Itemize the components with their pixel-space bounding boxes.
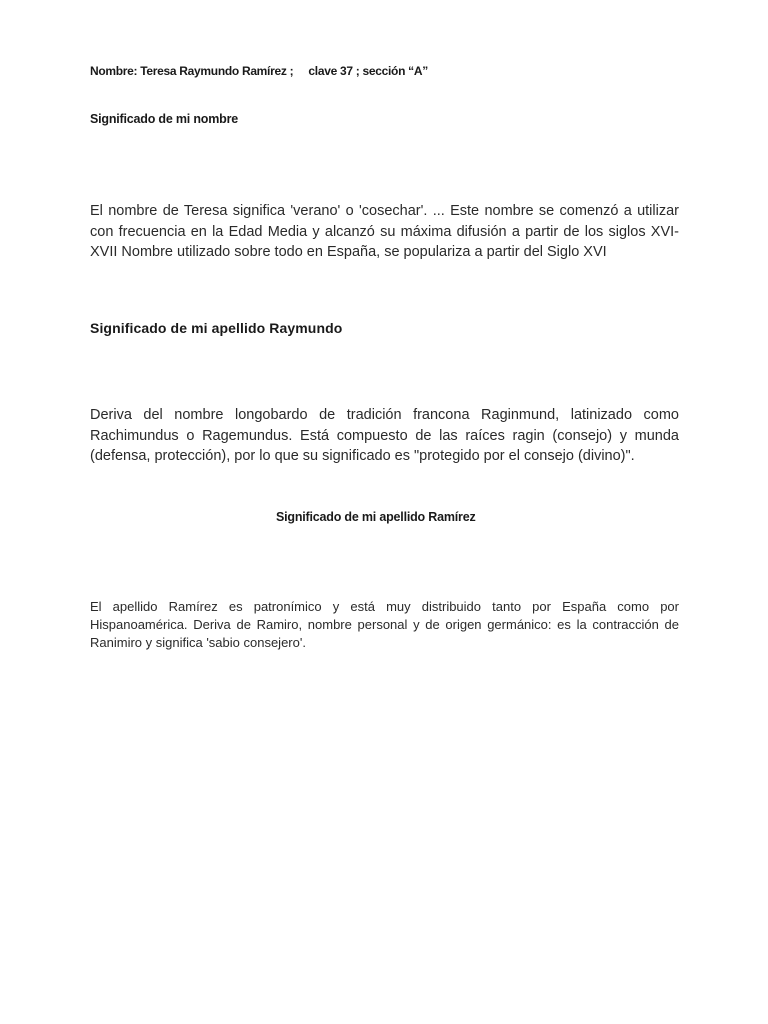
paragraph-nombre: El nombre de Teresa significa 'verano' o 'cosechar'. ... Este nombre se comenzó a utilizar con frecuencia en la Edad Media y alcanzó su máxima difusión a partir de los siglos XVI-XVII Nombre utilizado sobre todo en España, se populariza a partir del Siglo XVI — [90, 203, 679, 260]
section-heading-ramirez: Significado de mi apellido Ramírez — [276, 510, 476, 524]
section-heading-raymundo: Significado de mi apellido Raymundo — [90, 320, 343, 336]
section-heading-nombre: Significado de mi nombre — [90, 112, 238, 126]
student-info-line: Nombre: Teresa Raymundo Ramírez ; clave 37 ; sección “A” — [90, 64, 428, 78]
paragraph-ramirez: El apellido Ramírez es patronímico y está muy distribuido tanto por España como por Hispanoamérica. Deriva de Ramiro, nombre personal y de origen germánico: es la contracción de Ranimiro y significa 'sabio consejero'. — [90, 599, 679, 650]
paragraph-raymundo: Deriva del nombre longobardo de tradición francona Raginmund, latinizado como Rachimundus o Ragemundus. Está compuesto de las raíces ragin (consejo) y munda (defensa, protección), por lo que su significado es "protegido por el consejo (divino)". — [90, 407, 679, 464]
